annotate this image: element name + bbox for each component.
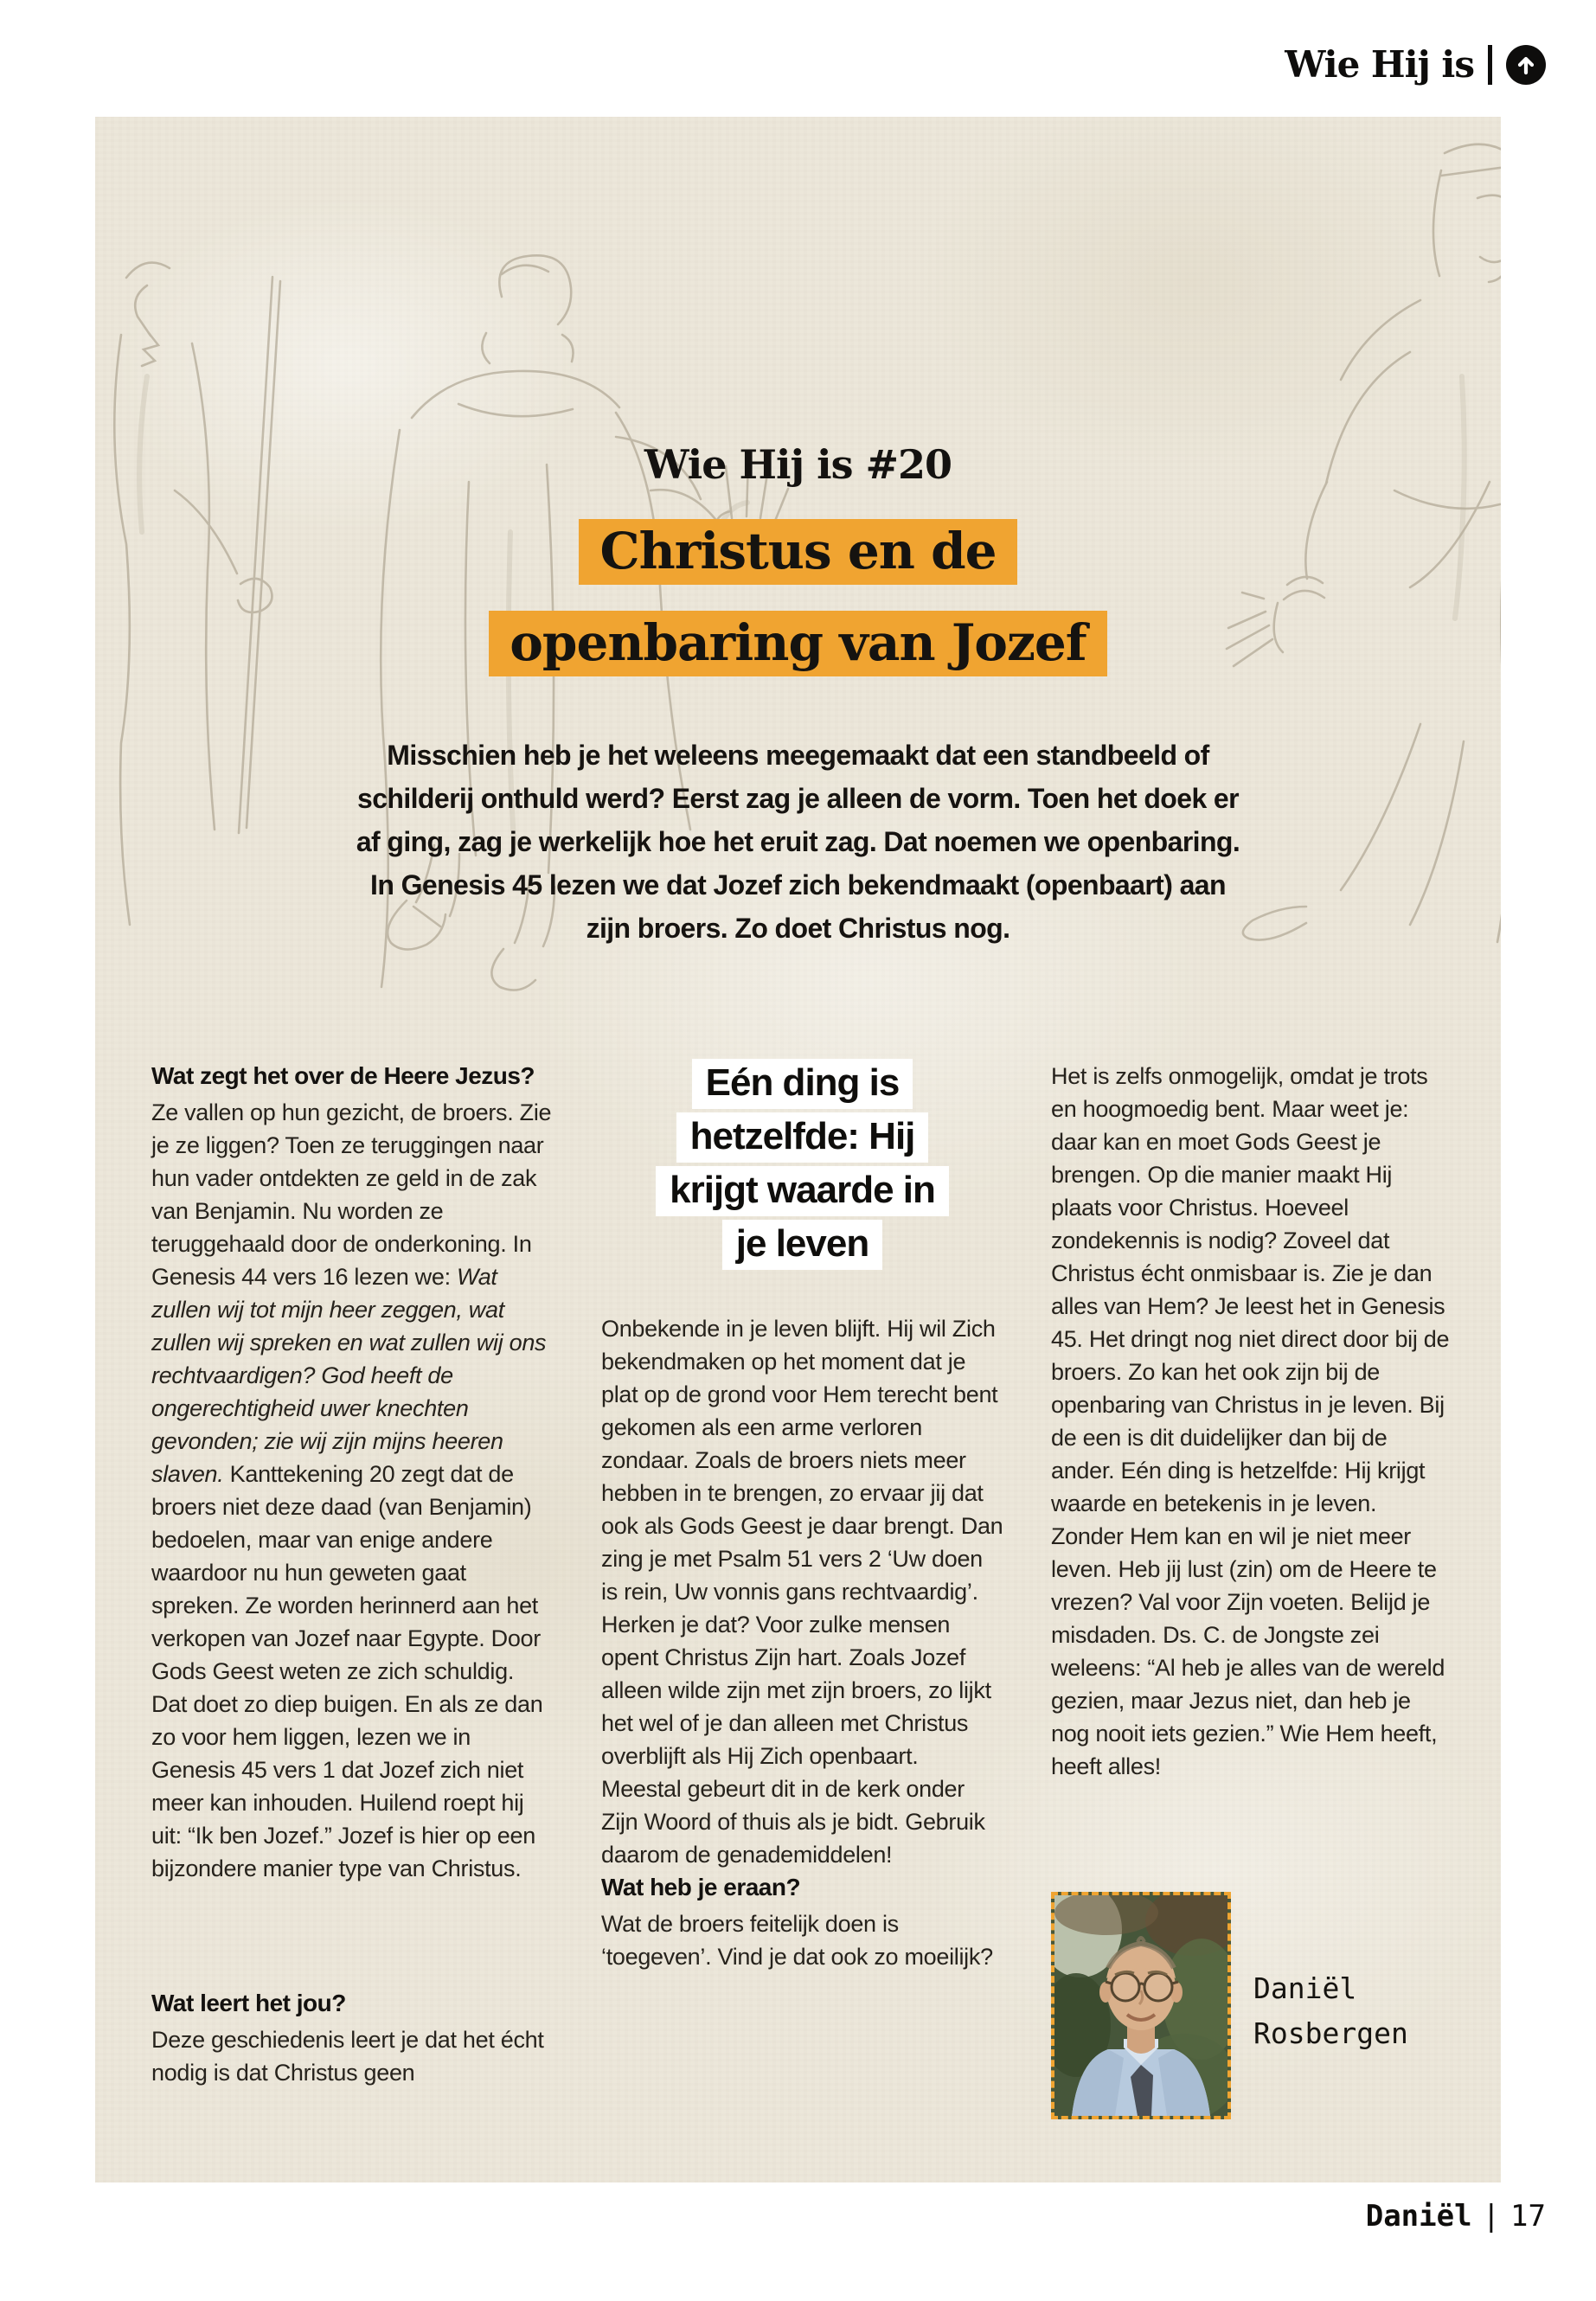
column1-subheading: Wat leert het jou? bbox=[151, 1990, 346, 2016]
page-title-line-2 bbox=[95, 611, 1501, 676]
pull-quote-text: Eén ding is bbox=[692, 1059, 913, 1109]
header-divider bbox=[1488, 45, 1492, 85]
intro-line: In Genesis 45 lezen we dat Jozef zich bekendmaakt (openbaart) aan bbox=[370, 869, 1226, 901]
portrait-illustration bbox=[1054, 1895, 1227, 2116]
article-columns bbox=[151, 1060, 1453, 2119]
series-label: Wie Hij is #20 bbox=[644, 441, 952, 488]
column-2 bbox=[601, 1060, 1003, 1973]
column1-heading: Wat zegt het over de Heere Jezus? bbox=[151, 1062, 535, 1089]
column1-paragraph-2: Deze geschiedenis leert je dat het écht nodig is dat Christus geen bbox=[151, 2027, 544, 2086]
back-to-top-button[interactable] bbox=[1506, 45, 1546, 85]
pull-quote-text: krijgt waarde in bbox=[656, 1166, 949, 1216]
column2-paragraph: Onbekende in je leven blijft. Hij wil Zich bekendmaken op het moment dat je plat op de grond voor Hem terecht bent gekomen als een arme verloren zondaar. Zoals de broers niets meer hebben in te brengen, zo ervaar jij dat ook als Gods Geest je daar brengt. Dan zing je met Psalm 51 vers 2 ‘Uw doen is rein, Uw vonnis gans rechtvaardig’. Herken je dat? Voor zulke mensen opent Christus Zijn hart. Zoals Jozef alleen wilde zijn met zijn broers, zo lijkt het wel of je dan alleen met Christus overblijft als Hij Zich openbaart. Meestal gebeurt dit in de kerk onder Zijn Woord of thuis als je bidt. Gebruik daarom de genademiddelen! bbox=[601, 1316, 1003, 1868]
intro-line: Misschien heb je het weleens meegemaakt dat een standbeeld of bbox=[387, 740, 1209, 771]
pull-quote-line bbox=[601, 1217, 1003, 1271]
article-intro bbox=[95, 734, 1501, 950]
author-name bbox=[1253, 1892, 1408, 2119]
pull-quote-line bbox=[601, 1110, 1003, 1163]
page-number: 17 bbox=[1510, 2199, 1546, 2234]
pull-quote-line bbox=[601, 1056, 1003, 1110]
title-highlight-2: openbaring van Jozef bbox=[489, 611, 1107, 676]
column1-scripture-quote: Wat zullen wij tot mijn heer zeggen, wat zullen wij spreken en wat zullen wij ons rechtvaardigen? God heeft de ongerechtigheid uwer knechten gevonden; zie wij zijn mijns heeren slaven. bbox=[151, 1264, 547, 1487]
pull-quote-line bbox=[601, 1163, 1003, 1217]
title-highlight-1: Christus en de bbox=[579, 519, 1016, 585]
page-title-line-1 bbox=[95, 519, 1501, 585]
pull-quote-text: je leven bbox=[722, 1220, 882, 1270]
page-header bbox=[1285, 43, 1546, 86]
intro-line: zijn broers. Zo doet Christus nog. bbox=[586, 913, 1010, 944]
intro-line: af ging, zag je werkelijk hoe het eruit zag. Dat noemen we openbaring. bbox=[356, 826, 1240, 857]
column1-text-regular-2: Kanttekening 20 zegt dat de broers niet deze daad (van Benjamin) bedoelen, maar van enige andere waardoor nu hun geweten gaat spreken. Ze worden herinnerd aan het verkopen van Jozef naar Egypte. Door Gods Geest weten ze zich schuldig. Dat doet zo diep buigen. En als ze dan zo voor hem liggen, lezen we in Genesis 45 vers 1 dat Jozef zich niet meer kan inhouden. Huilend roept hij uit: “Ik ben Jozef.” Jozef is hier op een bijzondere manier type van Christus. bbox=[151, 1461, 543, 1881]
column-1 bbox=[151, 1060, 554, 2089]
intro-line: schilderij onthuld werd? Eerst zag je alleen de vorm. Toen het doek er bbox=[357, 783, 1239, 814]
column3-paragraph: Het is zelfs onmogelijk, omdat je trots en hoogmoedig bent. Maar weet je: daar kan en moet Gods Geest je brengen. Op die manier maakt Hij plaats voor Christus. Hoeveel zondekennis is nodig? Zoveel dat Christus écht onmisbaar is. Zie je dan alles van Hem? Je leest het in Genesis 45. Het dringt nog niet direct door bij de broers. Zo kan het ook zijn bij de openbaring van Christus in je leven. Bij de een is dit duidelijker dan bij de ander. Eén ding is hetzelfde: Hij krijgt waarde en betekenis in je leven. Zonder Hem kan en wil je niet meer leven. Heb jij lust (zin) om de Heere te vrezen? Val voor Zijn voeten. Belijd je misdaden. Ds. C. de Jongste zei weleens: “Al heb je alles van de wereld gezien, maar Jezus niet, dan heb je nog nooit iets gezien.” Wie Hem heeft, heeft alles! bbox=[1051, 1063, 1450, 1779]
section-title: Wie Hij is bbox=[1285, 43, 1474, 86]
page-footer bbox=[1366, 2199, 1546, 2234]
author-block bbox=[1051, 1892, 1453, 2119]
magazine-name: Daniël bbox=[1365, 2199, 1472, 2234]
article-page bbox=[95, 117, 1501, 2182]
column1-text-regular: Ze vallen op hun gezicht, de broers. Zie je ze liggen? Toen ze teruggingen naar hun vader ontdekten ze geld in de zak van Benjamin. Nu worden ze teruggehaald door de onderkoning. In Genesis 44 vers 16 lezen we: bbox=[151, 1099, 552, 1290]
column-3 bbox=[1051, 1060, 1453, 2119]
author-photo bbox=[1051, 1892, 1231, 2119]
title-block bbox=[95, 441, 1501, 702]
column1-paragraph bbox=[151, 1096, 554, 1987]
pull-quote-text: hetzelfde: Hij bbox=[676, 1112, 929, 1163]
pull-quote bbox=[601, 1056, 1003, 1271]
column2-paragraph-2: Wat de broers feitelijk doen is ‘toegeven’. Vind je dat ook zo moeilijk? bbox=[601, 1911, 993, 1970]
author-first-name: Daniël bbox=[1253, 1971, 1357, 2005]
column2-subheading: Wat heb je eraan? bbox=[601, 1874, 801, 1900]
footer-divider: | bbox=[1482, 2199, 1501, 2234]
author-last-name: Rosbergen bbox=[1253, 2016, 1408, 2050]
arrow-up-icon bbox=[1515, 54, 1537, 76]
